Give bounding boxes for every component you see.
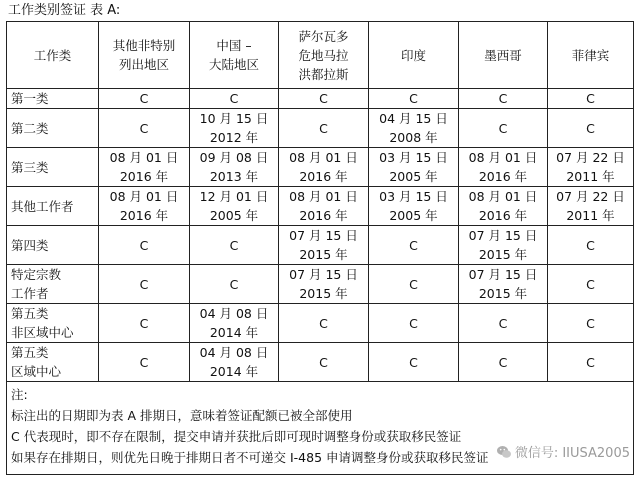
table-cell — [459, 304, 548, 343]
table-cell — [548, 343, 634, 382]
cell-line: 2013 年 — [209, 169, 259, 184]
cell-line: 萨尔瓦多 — [298, 28, 349, 44]
cell-line: C — [139, 91, 149, 106]
cell-line: 2016 年 — [119, 208, 169, 223]
table-cell — [190, 89, 279, 109]
cell-line: 其他非特别 — [112, 38, 176, 53]
cell-line: 2014 年 — [209, 325, 259, 340]
table-cell — [548, 89, 634, 109]
cell-line: 09 月 08 日 — [199, 150, 269, 165]
row-category — [7, 343, 99, 382]
cell-line: 04 月 08 日 — [199, 306, 269, 321]
cell-line: 第四类 — [11, 237, 49, 253]
header-region — [459, 22, 548, 89]
table-cell — [99, 109, 190, 148]
cell-line: C — [229, 91, 239, 106]
cell-line: 非区域中心 — [11, 325, 74, 340]
header-row — [7, 22, 634, 89]
cell-line: 大陆地区 — [208, 57, 259, 72]
cell-line: 07 月 22 日 — [556, 150, 625, 165]
cell-line: C — [139, 354, 149, 370]
watermark-text: 微信号: IIUSA2005 — [514, 446, 630, 461]
cell-line: 特定宗教 — [11, 267, 62, 282]
cell-line: 2015 年 — [299, 247, 348, 262]
table-cell — [99, 343, 190, 382]
row-category — [7, 89, 99, 109]
table-cell — [279, 343, 369, 382]
row-category — [7, 187, 99, 226]
table-cell — [369, 187, 459, 226]
cell-line: C — [409, 237, 418, 253]
cell-line: 04 月 08 日 — [199, 345, 269, 360]
table-cell — [279, 226, 369, 265]
table-cell — [190, 109, 279, 148]
cell-line: 2011 年 — [566, 208, 615, 223]
header-category: 工作类 — [7, 22, 99, 89]
table-row — [7, 109, 634, 148]
visa-bulletin-table — [6, 21, 634, 475]
cell-line: C — [498, 91, 508, 106]
cell-line: 第三类 — [11, 159, 49, 175]
cell-line: 2016 年 — [299, 208, 348, 223]
cell-line: 2015 年 — [478, 247, 528, 262]
cell-line: C — [498, 354, 508, 370]
table-cell — [279, 304, 369, 343]
cell-line: 08 月 01 日 — [289, 189, 358, 204]
watermark — [496, 442, 630, 461]
cell-line: C — [409, 91, 418, 106]
cell-line: 2008 年 — [389, 130, 438, 145]
table-cell — [459, 187, 548, 226]
table-row — [7, 304, 634, 343]
table-row — [7, 89, 634, 109]
cell-line: 洪都拉斯 — [298, 66, 349, 82]
cell-line: 危地马拉 — [298, 47, 349, 63]
cell-line: 2011 年 — [566, 169, 615, 184]
cell-line: 2016 年 — [299, 169, 348, 184]
table-cell — [548, 187, 634, 226]
table-cell — [99, 304, 190, 343]
cell-line: C — [139, 276, 149, 292]
table-cell — [459, 343, 548, 382]
table-cell — [99, 265, 190, 304]
cell-line: 第五类 — [11, 306, 49, 321]
cell-line: C — [409, 315, 418, 331]
cell-line: 04 月 15 日 — [379, 111, 448, 126]
table-cell — [279, 187, 369, 226]
table-row — [7, 148, 634, 187]
note-line: 注: — [11, 387, 28, 402]
table-cell — [190, 304, 279, 343]
table-cell — [459, 148, 548, 187]
cell-line: 列出地区 — [118, 57, 169, 72]
table-row — [7, 226, 634, 265]
cell-line: C — [139, 315, 149, 331]
table-cell — [548, 109, 634, 148]
cell-line: 08 月 01 日 — [468, 189, 538, 204]
cell-line: 07 月 15 日 — [289, 228, 358, 243]
cell-line: 区域中心 — [11, 364, 62, 379]
table-row — [7, 343, 634, 382]
note-line: C 代表现时，即不存在限制，提交申请并获批后即可现时调整身份或获取移民签证 — [11, 429, 462, 444]
cell-line: 2005 年 — [209, 208, 259, 223]
table-cell — [369, 89, 459, 109]
cell-line: C — [139, 237, 149, 253]
row-category — [7, 148, 99, 187]
table-cell — [279, 89, 369, 109]
table-cell — [369, 343, 459, 382]
cell-line: 2016 年 — [478, 169, 528, 184]
note-line: 标注出的日期即为表 A 排期日，意味着签证配额已被全部使用 — [11, 408, 353, 423]
table-cell — [369, 109, 459, 148]
cell-line: C — [586, 120, 595, 136]
cell-line: 墨西哥 — [484, 47, 522, 63]
cell-line: C — [409, 276, 418, 292]
cell-line: C — [229, 276, 239, 292]
cell-line: 第一类 — [11, 91, 49, 106]
cell-line: 03 月 15 日 — [379, 189, 448, 204]
cell-line: 2015 年 — [478, 286, 528, 301]
cell-line: 中国 – — [216, 38, 252, 53]
cell-line: C — [319, 91, 328, 106]
table-cell — [369, 226, 459, 265]
cell-line: C — [586, 237, 595, 253]
cell-line: C — [586, 315, 595, 331]
cell-line: 2015 年 — [299, 286, 348, 301]
cell-line: 2014 年 — [209, 364, 259, 379]
header-region — [279, 22, 369, 89]
table-cell — [279, 109, 369, 148]
cell-line: 03 月 15 日 — [379, 150, 448, 165]
cell-line: C — [139, 120, 149, 136]
table-cell — [548, 304, 634, 343]
cell-line: 08 月 01 日 — [109, 150, 179, 165]
table-cell — [548, 265, 634, 304]
table-cell — [279, 148, 369, 187]
cell-line: 07 月 15 日 — [468, 228, 538, 243]
cell-line: 工作者 — [11, 286, 49, 301]
table-cell — [548, 148, 634, 187]
cell-line: 12 月 01 日 — [199, 189, 269, 204]
note-line: 如果存在排期日，则优先日晚于排期日者不可递交 I-485 申请调整身份或获取移民签证 — [11, 450, 489, 465]
cell-line: 08 月 01 日 — [289, 150, 358, 165]
cell-line: C — [319, 120, 328, 136]
cell-line: 菲律宾 — [571, 47, 610, 63]
header-region — [548, 22, 634, 89]
table-cell — [459, 265, 548, 304]
table-cell — [190, 343, 279, 382]
cell-line: 07 月 22 日 — [556, 189, 625, 204]
cell-line: C — [229, 237, 239, 253]
cell-line: 第二类 — [11, 120, 49, 136]
row-category — [7, 265, 99, 304]
cell-line: C — [498, 315, 508, 331]
table-row — [7, 265, 634, 304]
table-cell — [459, 226, 548, 265]
row-category — [7, 304, 99, 343]
table-cell — [190, 187, 279, 226]
document-title: 工作类别签证 表 A: — [8, 3, 121, 18]
cell-line: 其他工作者 — [11, 198, 74, 214]
table-cell — [99, 187, 190, 226]
cell-line: C — [319, 354, 328, 370]
table-cell — [99, 148, 190, 187]
table-cell — [190, 265, 279, 304]
row-category — [7, 226, 99, 265]
table-cell — [190, 148, 279, 187]
cell-line: 10 月 15 日 — [199, 111, 269, 126]
table-cell — [99, 226, 190, 265]
table-cell — [369, 304, 459, 343]
header-region — [190, 22, 279, 89]
table-cell — [369, 265, 459, 304]
cell-line: C — [586, 91, 595, 106]
cell-line: 07 月 15 日 — [468, 267, 538, 282]
header-region — [369, 22, 459, 89]
cell-line: C — [498, 120, 508, 136]
cell-line: 2016 年 — [478, 208, 528, 223]
table-cell — [459, 109, 548, 148]
header-region — [99, 22, 190, 89]
cell-line: 08 月 01 日 — [109, 189, 179, 204]
cell-line: C — [319, 315, 328, 331]
table-cell — [369, 148, 459, 187]
cell-line: 08 月 01 日 — [468, 150, 538, 165]
row-category — [7, 109, 99, 148]
cell-line: 第五类 — [11, 345, 49, 360]
cell-line: 印度 — [400, 47, 426, 63]
table-cell — [190, 226, 279, 265]
cell-line: 2016 年 — [119, 169, 169, 184]
table-cell — [279, 265, 369, 304]
table-row — [7, 187, 634, 226]
table-cell — [548, 226, 634, 265]
cell-line: C — [586, 276, 595, 292]
cell-line: 2005 年 — [389, 208, 438, 223]
cell-line: 07 月 15 日 — [289, 267, 358, 282]
table-cell — [459, 89, 548, 109]
cell-line: 2012 年 — [209, 130, 259, 145]
cell-line: C — [586, 354, 595, 370]
wechat-icon — [496, 444, 512, 460]
cell-line: C — [409, 354, 418, 370]
table-cell — [99, 89, 190, 109]
cell-line: 2005 年 — [389, 169, 438, 184]
